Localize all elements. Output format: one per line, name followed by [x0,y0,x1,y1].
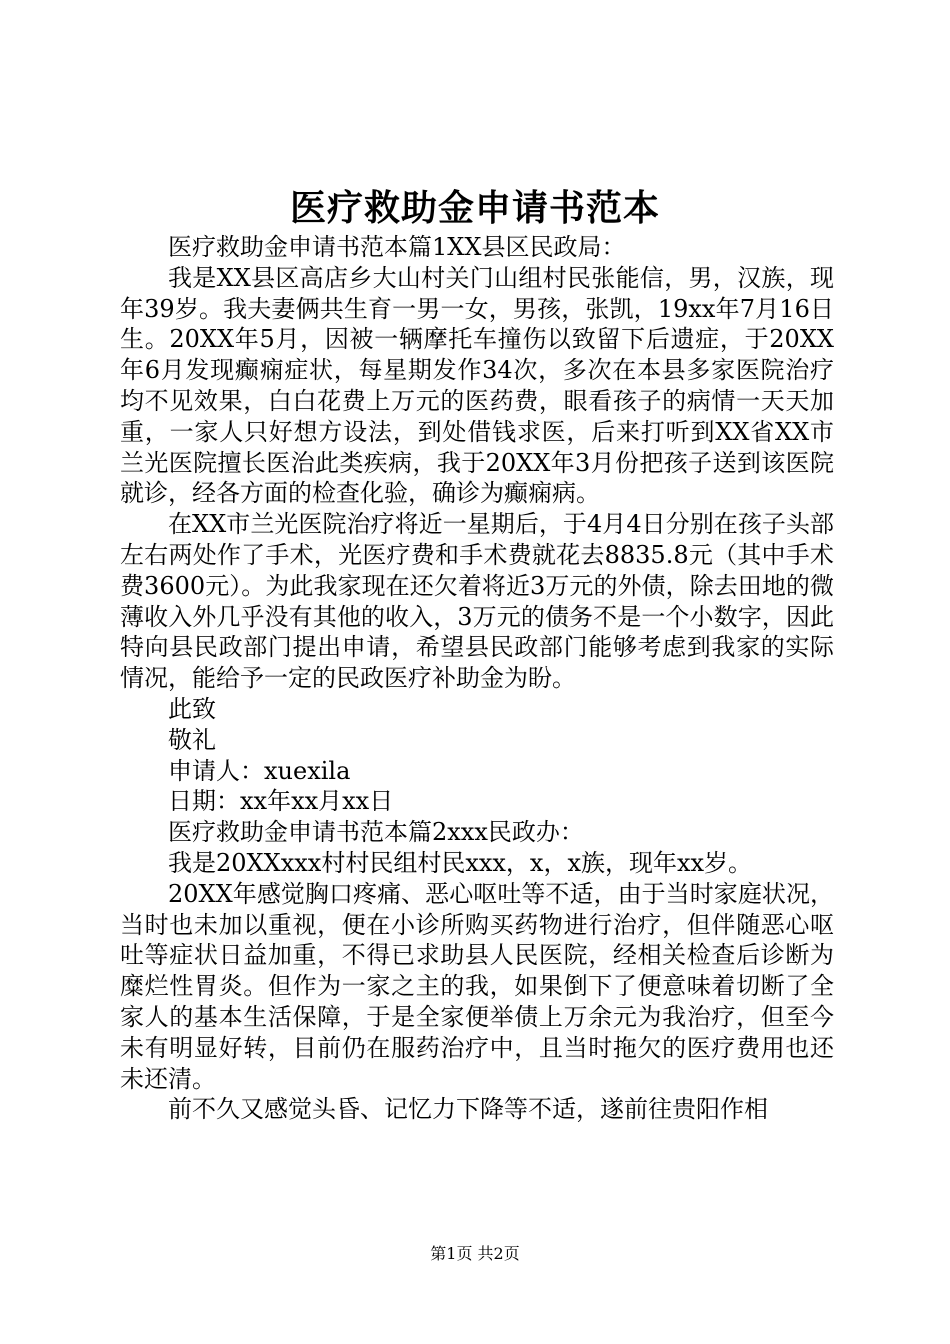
page-title: 医疗救助金申请书范本 [289,187,660,229]
paragraph: 我是20XXxxx村村民组村民xxx，x，x族，现年xx岁。 [168,848,753,877]
paragraph: 医疗救助金申请书范本篇2xxx民政办： [168,818,584,847]
paragraph: 我是XX县区高店乡大山村关门山组村民张能信，男，汉族，现年39岁。我夫妻俩共生育一男一女，男孩，张凯，19xx年7月16日生。20XX年5月，因被一辆摩托车撞伤以致留下后遗症，于20XX年6月发现癫痫症状，每星期发作34次，多次在本县多家医院治疗均不见效果，白白花费上万元的医药费，眼看孩子的病情一天天加重，一家人只好想方设法，到处借钱求医，后来打听到XX省XX市兰光医院擅长医治此类疾病，我于20XX年3月份把孩子送到该医院就诊，经各方面的检查化验，确诊为癫痫病。 [120,263,834,508]
closing-line: 此致 [168,694,216,723]
document-body [120,232,834,1125]
page-number: 第1页 共2页 [430,1244,520,1263]
paragraph: 20XX年感觉胸口疼痛、恶心呕吐等不适，由于当时家庭状况，当时也未加以重视，便在小诊所购买药物进行治疗，但伴随恶心呕吐等症状日益加重，不得已求助县人民医院，经相关检查后诊断为糜烂性胃炎。但作为一家之主的我，如果倒下了便意味着切断了全家人的基本生活保障，于是全家便举债上万余元为我治疗，但至今未有明显好转，目前仍在服药治疗中，且当时拖欠的医疗费用也还未还清。 [120,879,834,1093]
paragraph: 前不久又感觉头昏、记忆力下降等不适，遂前往贵阳作相 [168,1095,768,1124]
paragraph: 在XX市兰光医院治疗将近一星期后，于4月4日分别在孩子头部左右两处作了手术，光医疗费和手术费就花去8835.8元（其中手术费3600元）。为此我家现在还欠着将近3万元的外债，除去田地的微薄收入外几乎没有其他的收入，3万元的债务不是一个小数字，因此特向县民政部门提出申请，希望县民政部门能够考虑到我家的实际情况，能给予一定的民政医疗补助金为盼。 [120,510,834,693]
date-line: 日期：xx年xx月xx日 [168,787,394,816]
applicant-line: 申请人：xuexila [168,756,351,785]
closing-line: 敬礼 [168,725,216,754]
paragraph: 医疗救助金申请书范本篇1XX县区民政局： [168,233,626,261]
